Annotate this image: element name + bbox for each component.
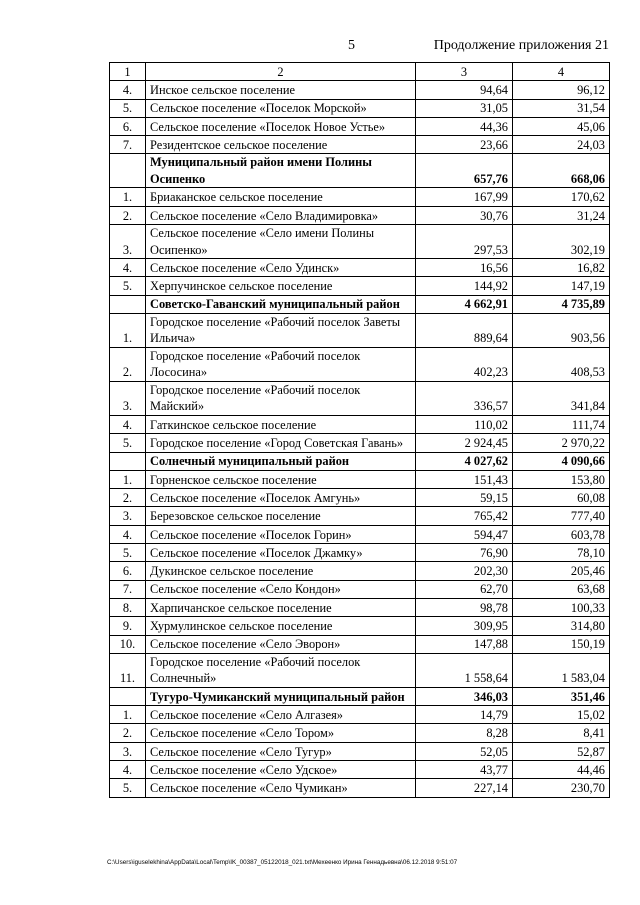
- table-row: [110, 507, 610, 525]
- table-row: [110, 761, 610, 779]
- row-number: 9.: [110, 617, 146, 635]
- row-number: [110, 295, 146, 313]
- value-col-3: 62,70: [416, 580, 513, 598]
- row-number: 1.: [110, 188, 146, 206]
- table-row: [110, 653, 610, 687]
- row-number: [110, 687, 146, 705]
- district-total-row: [110, 154, 610, 188]
- value-col-4: 78,10: [513, 544, 610, 562]
- value-col-4: 45,06: [513, 117, 610, 135]
- table-row: [110, 415, 610, 433]
- row-number: 5.: [110, 277, 146, 295]
- allocation-table: [109, 62, 610, 798]
- value-col-4: 44,46: [513, 761, 610, 779]
- table-row: [110, 81, 610, 99]
- value-col-3: 202,30: [416, 562, 513, 580]
- value-col-3: 14,79: [416, 706, 513, 724]
- settlement-name: Сельское поселение «Поселок Новое Устье»: [146, 117, 416, 135]
- value-col-4: 150,19: [513, 635, 610, 653]
- value-col-4: 668,06: [513, 154, 610, 188]
- value-col-4: 100,33: [513, 598, 610, 616]
- value-col-3: 31,05: [416, 99, 513, 117]
- row-number: 5.: [110, 99, 146, 117]
- value-col-3: 4 027,62: [416, 452, 513, 470]
- row-number: 5.: [110, 779, 146, 797]
- value-col-3: 309,95: [416, 617, 513, 635]
- value-col-3: 59,15: [416, 489, 513, 507]
- settlement-name: Сельское поселение «Село Алгазея»: [146, 706, 416, 724]
- settlement-name: Солнечный муниципальный район: [146, 452, 416, 470]
- file-path-footer: C:\Users\iguselekhina\AppData\Local\Temp\IK_00387_05122018_021.txt\Мехеенко Ирина Геннадьевна\06.12.2018 9:51:07: [107, 859, 458, 866]
- column-header: 3: [416, 63, 513, 81]
- table-row: [110, 635, 610, 653]
- table-row: [110, 225, 610, 259]
- row-number: 4.: [110, 525, 146, 543]
- table-row: [110, 544, 610, 562]
- row-number: 3.: [110, 381, 146, 415]
- value-col-4: 408,53: [513, 347, 610, 381]
- value-col-4: 903,56: [513, 313, 610, 347]
- settlement-name: Резидентское сельское поселение: [146, 136, 416, 154]
- row-number: 4.: [110, 259, 146, 277]
- row-number: 1.: [110, 313, 146, 347]
- settlement-name: Сельское поселение «Поселок Амгунь»: [146, 489, 416, 507]
- value-col-3: 43,77: [416, 761, 513, 779]
- page-number: 5: [348, 38, 355, 53]
- table-row: [110, 206, 610, 224]
- row-number: [110, 154, 146, 188]
- row-number: 3.: [110, 742, 146, 760]
- settlement-name: Городское поселение «Рабочий поселок Лососина»: [146, 347, 416, 381]
- table-row: [110, 489, 610, 507]
- settlement-name: Дукинское сельское поселение: [146, 562, 416, 580]
- table-row: [110, 525, 610, 543]
- settlement-name: Сельское поселение «Село Кондон»: [146, 580, 416, 598]
- value-col-3: 227,14: [416, 779, 513, 797]
- appendix-caption: Продолжение приложения 21: [433, 38, 609, 53]
- value-col-4: 170,62: [513, 188, 610, 206]
- row-number: 5.: [110, 544, 146, 562]
- value-col-4: 15,02: [513, 706, 610, 724]
- row-number: 4.: [110, 81, 146, 99]
- row-number: 2.: [110, 489, 146, 507]
- table-row: [110, 313, 610, 347]
- value-col-3: 8,28: [416, 724, 513, 742]
- table-row: [110, 259, 610, 277]
- row-number: 11.: [110, 653, 146, 687]
- value-col-3: 98,78: [416, 598, 513, 616]
- table-row: [110, 434, 610, 452]
- row-number: 3.: [110, 225, 146, 259]
- value-col-4: 8,41: [513, 724, 610, 742]
- table-row: [110, 706, 610, 724]
- table-row: [110, 277, 610, 295]
- settlement-name: Тугуро-Чумиканский муниципальный район: [146, 687, 416, 705]
- value-col-4: 16,82: [513, 259, 610, 277]
- column-header: 2: [146, 63, 416, 81]
- value-col-4: 230,70: [513, 779, 610, 797]
- value-col-4: 603,78: [513, 525, 610, 543]
- value-col-3: 1 558,64: [416, 653, 513, 687]
- table-row: [110, 580, 610, 598]
- value-col-3: 144,92: [416, 277, 513, 295]
- settlement-name: Березовское сельское поселение: [146, 507, 416, 525]
- settlement-name: Советско-Гаванский муниципальный район: [146, 295, 416, 313]
- table-row: [110, 136, 610, 154]
- row-number: 6.: [110, 562, 146, 580]
- row-number: [110, 452, 146, 470]
- value-col-3: 94,64: [416, 81, 513, 99]
- row-number: 2.: [110, 206, 146, 224]
- value-col-4: 153,80: [513, 470, 610, 488]
- table-row: [110, 470, 610, 488]
- row-number: 7.: [110, 136, 146, 154]
- settlement-name: Городское поселение «Город Советская Гавань»: [146, 434, 416, 452]
- table-row: [110, 742, 610, 760]
- value-col-3: 76,90: [416, 544, 513, 562]
- value-col-3: 889,64: [416, 313, 513, 347]
- settlement-name: Сельское поселение «Поселок Горин»: [146, 525, 416, 543]
- settlement-name: Херпучинское сельское поселение: [146, 277, 416, 295]
- table-row: [110, 188, 610, 206]
- value-col-3: 167,99: [416, 188, 513, 206]
- value-col-4: 4 735,89: [513, 295, 610, 313]
- settlement-name: Сельское поселение «Село Эворон»: [146, 635, 416, 653]
- value-col-3: 765,42: [416, 507, 513, 525]
- row-number: 1.: [110, 706, 146, 724]
- value-col-3: 151,43: [416, 470, 513, 488]
- row-number: 4.: [110, 761, 146, 779]
- row-number: 2.: [110, 347, 146, 381]
- row-number: 3.: [110, 507, 146, 525]
- value-col-4: 4 090,66: [513, 452, 610, 470]
- value-col-4: 31,24: [513, 206, 610, 224]
- settlement-name: Сельское поселение «Поселок Морской»: [146, 99, 416, 117]
- table-row: [110, 724, 610, 742]
- settlement-name: Сельское поселение «Поселок Джамку»: [146, 544, 416, 562]
- table-row: [110, 99, 610, 117]
- row-number: 2.: [110, 724, 146, 742]
- row-number: 6.: [110, 117, 146, 135]
- settlement-name: Муниципальный район имени Полины Осипенко: [146, 154, 416, 188]
- table-row: [110, 347, 610, 381]
- settlement-name: Сельское поселение «Село Чумикан»: [146, 779, 416, 797]
- settlement-name: Городское поселение «Рабочий поселок Заветы Ильича»: [146, 313, 416, 347]
- table-row: [110, 562, 610, 580]
- value-col-4: 111,74: [513, 415, 610, 433]
- settlement-name: Сельское поселение «Село Тугур»: [146, 742, 416, 760]
- settlement-name: Городское поселение «Рабочий поселок Солнечный»: [146, 653, 416, 687]
- value-col-3: 52,05: [416, 742, 513, 760]
- value-col-3: 594,47: [416, 525, 513, 543]
- table-row: [110, 617, 610, 635]
- value-col-3: 336,57: [416, 381, 513, 415]
- settlement-name: Инское сельское поселение: [146, 81, 416, 99]
- table-row: [110, 381, 610, 415]
- row-number: 1.: [110, 470, 146, 488]
- value-col-3: 346,03: [416, 687, 513, 705]
- settlement-name: Хурмулинское сельское поселение: [146, 617, 416, 635]
- settlement-name: Сельское поселение «Село Удинск»: [146, 259, 416, 277]
- value-col-4: 147,19: [513, 277, 610, 295]
- value-col-3: 4 662,91: [416, 295, 513, 313]
- settlement-name: Харпичанское сельское поселение: [146, 598, 416, 616]
- value-col-3: 657,76: [416, 154, 513, 188]
- settlement-name: Горненское сельское поселение: [146, 470, 416, 488]
- value-col-3: 44,36: [416, 117, 513, 135]
- value-col-4: 1 583,04: [513, 653, 610, 687]
- value-col-4: 96,12: [513, 81, 610, 99]
- district-total-row: [110, 687, 610, 705]
- settlement-name: Сельское поселение «Село Владимировка»: [146, 206, 416, 224]
- settlement-name: Городское поселение «Рабочий поселок Майский»: [146, 381, 416, 415]
- column-header: 1: [110, 63, 146, 81]
- district-total-row: [110, 452, 610, 470]
- settlement-name: Бриаканское сельское поселение: [146, 188, 416, 206]
- settlement-name: Сельское поселение «Село имени Полины Осипенко»: [146, 225, 416, 259]
- settlement-name: Сельское поселение «Село Тором»: [146, 724, 416, 742]
- row-number: 8.: [110, 598, 146, 616]
- row-number: 5.: [110, 434, 146, 452]
- row-number: 4.: [110, 415, 146, 433]
- table-header-row: [110, 63, 610, 81]
- value-col-4: 31,54: [513, 99, 610, 117]
- settlement-name: Сельское поселение «Село Удское»: [146, 761, 416, 779]
- value-col-4: 351,46: [513, 687, 610, 705]
- table-row: [110, 779, 610, 797]
- value-col-4: 314,80: [513, 617, 610, 635]
- row-number: 7.: [110, 580, 146, 598]
- value-col-3: 16,56: [416, 259, 513, 277]
- value-col-3: 110,02: [416, 415, 513, 433]
- row-number: 10.: [110, 635, 146, 653]
- value-col-4: 60,08: [513, 489, 610, 507]
- value-col-3: 2 924,45: [416, 434, 513, 452]
- value-col-3: 297,53: [416, 225, 513, 259]
- value-col-4: 205,46: [513, 562, 610, 580]
- value-col-4: 302,19: [513, 225, 610, 259]
- value-col-4: 777,40: [513, 507, 610, 525]
- value-col-4: 2 970,22: [513, 434, 610, 452]
- value-col-3: 30,76: [416, 206, 513, 224]
- table-row: [110, 117, 610, 135]
- column-header: 4: [513, 63, 610, 81]
- value-col-4: 341,84: [513, 381, 610, 415]
- value-col-3: 23,66: [416, 136, 513, 154]
- table-row: [110, 598, 610, 616]
- value-col-4: 52,87: [513, 742, 610, 760]
- settlement-name: Гаткинское сельское поселение: [146, 415, 416, 433]
- value-col-3: 402,23: [416, 347, 513, 381]
- value-col-4: 63,68: [513, 580, 610, 598]
- value-col-3: 147,88: [416, 635, 513, 653]
- district-total-row: [110, 295, 610, 313]
- value-col-4: 24,03: [513, 136, 610, 154]
